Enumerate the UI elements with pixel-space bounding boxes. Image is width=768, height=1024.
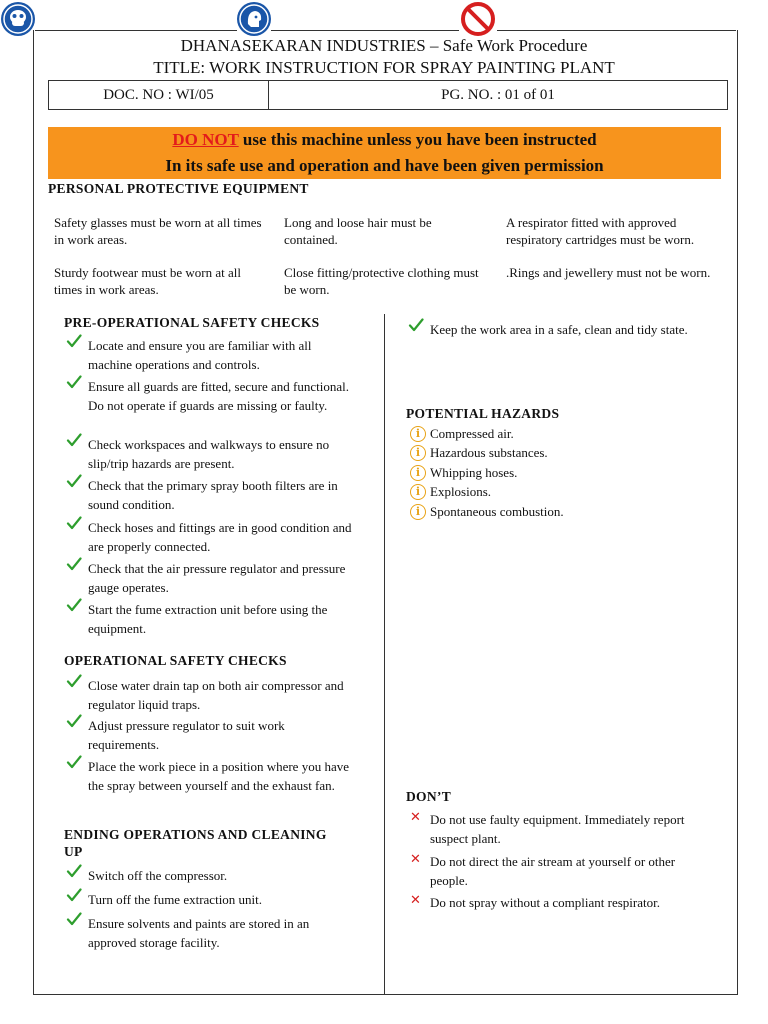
list-item-text: Whipping hoses. <box>430 465 518 480</box>
checkmark-icon <box>66 333 82 349</box>
document-title: TITLE: WORK INSTRUCTION FOR SPRAY PAINTING PLANT <box>153 58 615 77</box>
cross-icon: ✕ <box>410 893 421 908</box>
list-item-text: Close water drain tap on both air compressor and regulator liquid traps. <box>88 678 344 712</box>
pre-op-heading: PRE-OPERATIONAL SAFETY CHECKS <box>64 315 320 330</box>
checkmark-icon <box>66 515 82 531</box>
cross-icon: ✕ <box>410 810 421 825</box>
doc-number: DOC. NO : WI/05 <box>103 87 214 103</box>
banner-line1: use this machine unless you have been instructed <box>238 130 597 149</box>
list-item-text: Check that the air pressure regulator and pressure gauge operates. <box>88 561 346 595</box>
banner-line2: In its safe use and operation and have been given permission <box>165 156 604 175</box>
list-item-text: Ensure all guards are fitted, secure and functional. Do not operate if guards are missing or faulty. <box>88 379 349 413</box>
company-title: DHANASEKARAN INDUSTRIES – Safe Work Procedure <box>180 36 588 55</box>
checkmark-icon <box>66 754 82 770</box>
do-not-text: DO NOT <box>172 130 239 149</box>
cross-icon: ✕ <box>410 852 421 867</box>
checkmark-icon <box>408 317 424 333</box>
list-item-text: Do not spray without a compliant respirator. <box>430 895 660 910</box>
list-item-text: Spontaneous combustion. <box>430 504 564 519</box>
list-item-text: Check workspaces and walkways to ensure no slip/trip hazards are present. <box>88 437 330 471</box>
ppe-item: Long and loose hair must be contained. <box>284 215 432 247</box>
op-heading: OPERATIONAL SAFETY CHECKS <box>64 653 287 668</box>
checkmark-icon <box>66 713 82 729</box>
checkmark-icon <box>66 911 82 927</box>
hazard-info-icon: i <box>410 484 426 500</box>
ending-heading-line1: ENDING OPERATIONS AND CLEANING <box>64 827 327 842</box>
ppe-item: Close fitting/protective clothing must be worn. <box>284 265 479 297</box>
checkmark-icon <box>66 473 82 489</box>
checkmark-icon <box>66 887 82 903</box>
checkmark-icon <box>66 432 82 448</box>
hazard-info-icon: i <box>410 445 426 461</box>
checkmark-icon <box>66 863 82 879</box>
list-item-text: Start the fume extraction unit before using the equipment. <box>88 602 328 636</box>
ppe-item: A respirator fitted with approved respiratory cartridges must be worn. <box>506 215 695 247</box>
ppe-item: Safety glasses must be worn at all times in work areas. <box>54 215 262 247</box>
warning-banner <box>48 127 721 179</box>
checkmark-icon <box>66 673 82 689</box>
list-item-text: Explosions. <box>430 484 492 499</box>
checkmark-icon <box>66 556 82 572</box>
checkmark-icon <box>66 374 82 390</box>
list-item-text: Hazardous substances. <box>430 445 548 460</box>
ppe-item: Sturdy footwear must be worn at all times in work areas. <box>54 265 242 297</box>
hazard-info-icon: i <box>410 426 426 442</box>
list-item-text: Check that the primary spray booth filters are in sound condition. <box>88 478 338 512</box>
list-item-text: Do not use faulty equipment. Immediately report suspect plant. <box>430 812 685 846</box>
list-item-text: Do not direct the air stream at yourself or other people. <box>430 854 676 888</box>
list-item-text: Locate and ensure you are familiar with all machine operations and controls. <box>88 338 312 372</box>
list-item-text: Adjust pressure regulator to suit work requirements. <box>88 718 285 752</box>
hazard-info-icon: i <box>410 504 426 520</box>
list-item-text: Compressed air. <box>430 426 514 441</box>
ppe-heading: PERSONAL PROTECTIVE EQUIPMENT <box>48 181 309 196</box>
hazards-heading: POTENTIAL HAZARDS <box>406 406 560 421</box>
ppe-item: .Rings and jewellery must not be worn. <box>506 265 711 280</box>
dont-heading: DON’T <box>406 789 451 804</box>
checkmark-icon <box>66 597 82 613</box>
page-number: PG. NO. : 01 of 01 <box>441 87 555 103</box>
list-item-text: Place the work piece in a position where you have the spray between yourself and the exhaust fan. <box>88 759 349 793</box>
ending-heading-line2: UP <box>64 844 83 859</box>
column-divider <box>384 314 385 994</box>
list-item-text: Check hoses and fittings are in good condition and are properly connected. <box>88 520 352 554</box>
face-mask-icon <box>1 2 35 36</box>
list-item-text: Switch off the compressor. <box>88 868 228 883</box>
list-item-text: Keep the work area in a safe, clean and tidy state. <box>430 322 688 337</box>
document-info-box <box>48 80 728 110</box>
list-item-text: Turn off the fume extraction unit. <box>88 892 263 907</box>
hazard-info-icon: i <box>410 465 426 481</box>
list-item-text: Ensure solvents and paints are stored in an approved storage facility. <box>88 916 310 950</box>
